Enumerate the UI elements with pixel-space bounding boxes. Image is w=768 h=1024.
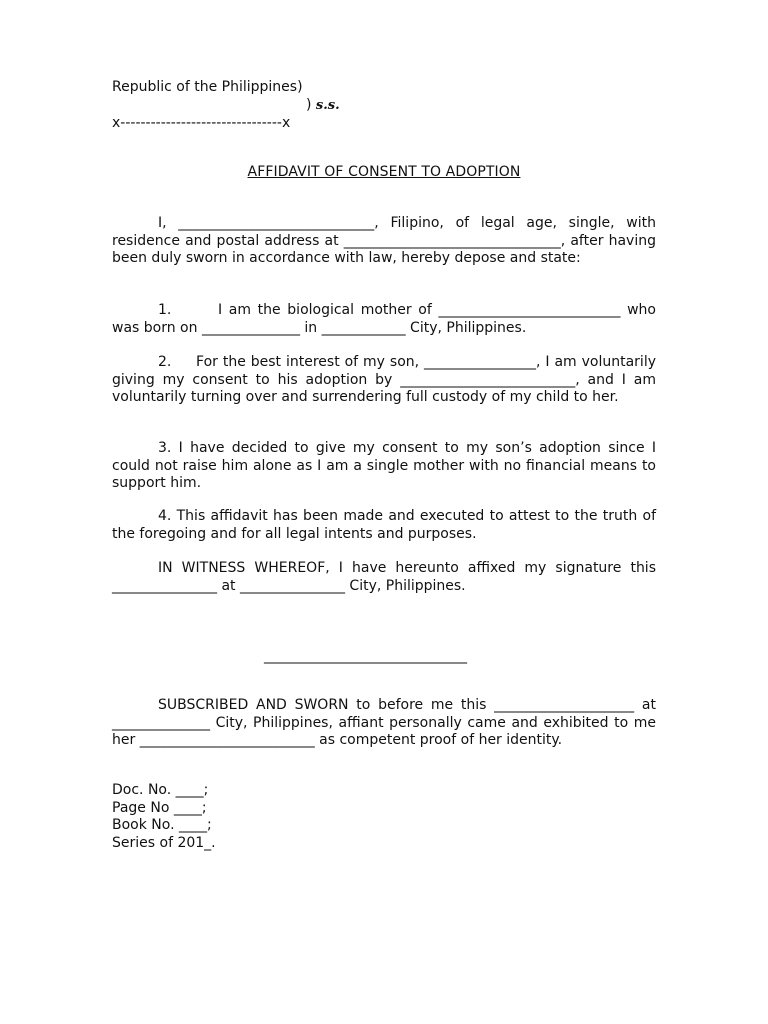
- witness-paragraph: IN WITNESS WHEREOF, I have hereunto affixed my signature this _______________ at _______________ City, Philippines.: [112, 560, 656, 594]
- venue-paren: ): [306, 97, 312, 113]
- venue-ss-line: [112, 97, 412, 115]
- intro-paragraph: I, ____________________________, Filipino, of legal age, single, with residence and postal address at _______________________________, after having been duly sworn in accordance with law, hereby depose and state:: [112, 215, 656, 266]
- venue-block: [112, 79, 412, 133]
- venue-ss: s.s.: [315, 98, 340, 113]
- paragraph-1: 1. I am the biological mother of __________________________ who was born on ______________ in ____________ City, Philippines.: [112, 302, 656, 336]
- jurat-paragraph: SUBSCRIBED AND SWORN to before me this ____________________ at ______________ City, Philippines, affiant personally came and exhibited to me her _________________________ as competent proof of her identity.: [112, 697, 656, 748]
- series-year: Series of 201_.: [112, 834, 216, 851]
- paragraph-2: 2. For the best interest of my son, ________________, I am voluntarily giving my consent to his adoption by _________________________, and I am voluntarily turning over and surrendering full custody of my child to her.: [112, 354, 656, 405]
- venue-country: Republic of the Philippines): [112, 79, 303, 95]
- paragraph-4: 4. This affidavit has been made and executed to attest to the truth of the foregoing and for all legal intents and purposes.: [112, 508, 656, 542]
- affiant-signature-line: _____________________________: [264, 648, 467, 664]
- document-title: AFFIDAVIT OF CONSENT TO ADOPTION: [247, 164, 521, 180]
- doc-number: Doc. No. ____;: [112, 782, 209, 798]
- notarial-register: [112, 782, 216, 852]
- paragraph-3: 3. I have decided to give my consent to my son’s adoption since I could not raise him alone as I am a single mother with no financial means to support him.: [112, 440, 656, 491]
- venue-separator: x--------------------------------x: [112, 115, 291, 131]
- page-number: Page No ____;: [112, 799, 207, 816]
- book-number: Book No. ____;: [112, 817, 212, 833]
